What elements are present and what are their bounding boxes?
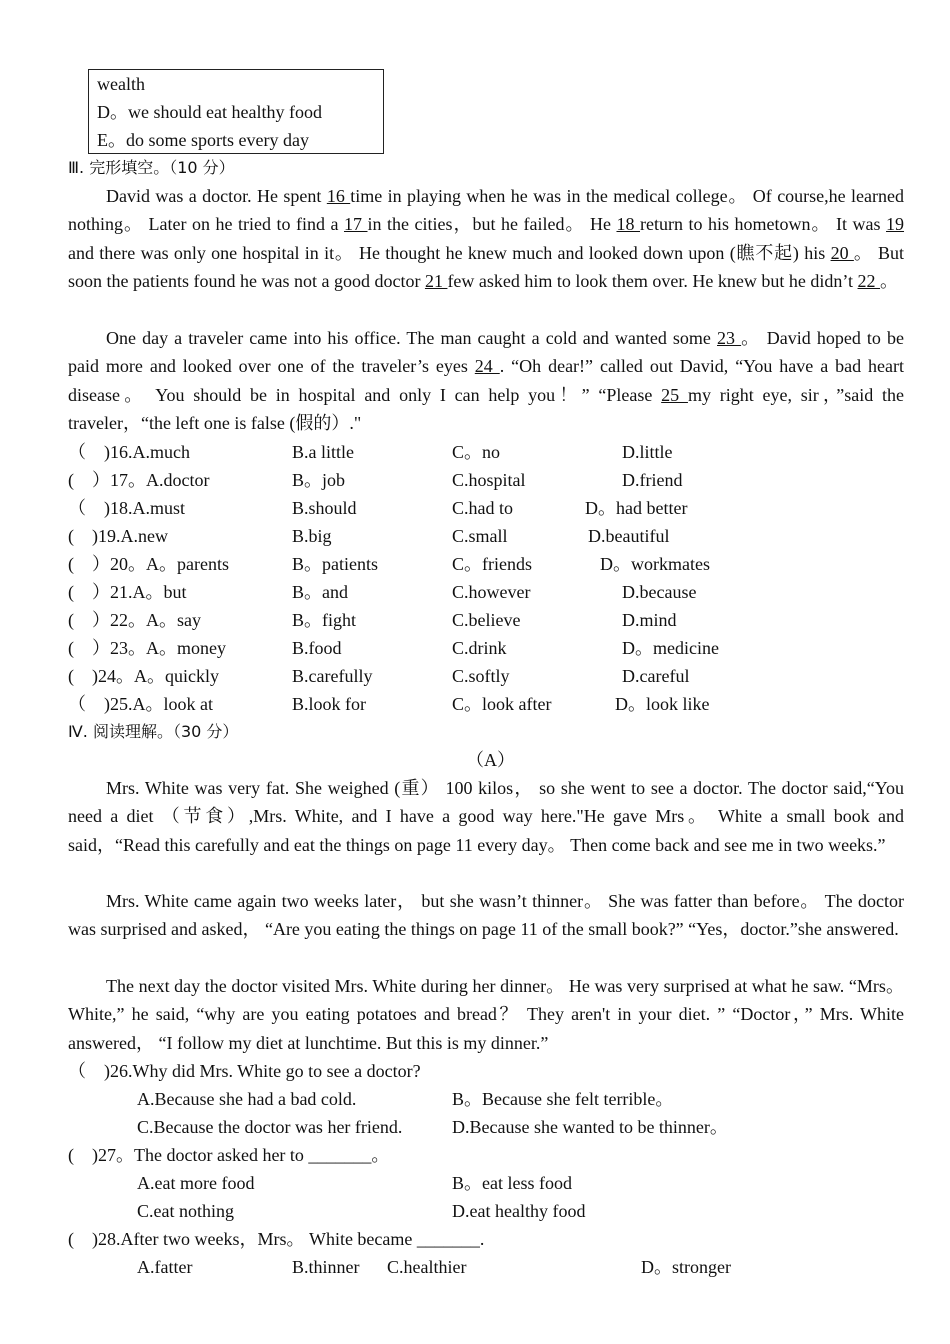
cloze-blank: 21 xyxy=(424,271,448,292)
option-c: C。no xyxy=(452,442,501,462)
option-b: B。Because she felt terrible。 xyxy=(452,1089,674,1109)
option-d: D。look like xyxy=(615,694,710,714)
option-d: D.beautiful xyxy=(588,526,670,546)
option-c: C.Because the doctor was her friend. xyxy=(137,1117,403,1137)
option-d: D。had better xyxy=(585,498,688,518)
cloze-blank: 25 xyxy=(661,384,688,405)
cloze-text: 。 But soon the patients found he was not a good doctor xyxy=(68,242,904,292)
question-stem: ( )24。A。quickly xyxy=(68,666,219,686)
cloze-blank: 16 xyxy=(326,186,351,206)
option-d: D.eat healthy food xyxy=(452,1201,586,1221)
question-stem: ( )27。The doctor asked her to _______。 xyxy=(68,1145,390,1165)
option-c: C.healthier xyxy=(387,1257,467,1277)
option-c: C.small xyxy=(452,526,508,546)
option-d: D.friend xyxy=(622,470,683,490)
option-d: D.careful xyxy=(622,666,690,686)
option-c: C.hospital xyxy=(452,470,526,490)
question-stem: （ )16.A.much xyxy=(68,442,190,462)
question-stem: （ )25.A。look at xyxy=(68,694,213,714)
cloze-paragraph xyxy=(68,182,904,296)
options-box xyxy=(88,69,384,154)
option-b: B。and xyxy=(292,582,348,602)
option-b: B。eat less food xyxy=(452,1173,572,1193)
option-b: B。fight xyxy=(292,610,357,630)
option-c: C。friends xyxy=(452,554,532,574)
cloze-text: and there was only one hospital in it。 He thought he knew much and looked down upon (瞧不起) his xyxy=(68,242,831,263)
option-b: B.thinner xyxy=(292,1257,360,1277)
option-b: B.big xyxy=(292,526,332,546)
question-stem: （ )18.A.must xyxy=(68,498,185,518)
cloze-text: 。 David hoped to be paid more and looked over one of the traveler’s eyes xyxy=(68,328,905,377)
option-c: C.drink xyxy=(452,638,507,658)
option-c: C.eat nothing xyxy=(137,1201,234,1221)
question-stem: ( ）22。A。say xyxy=(68,610,201,630)
question-stem: ( ）17。A.doctor xyxy=(68,470,210,490)
option-b: B。job xyxy=(292,470,346,490)
option-c: C.softly xyxy=(452,666,510,686)
question-stem: ( )19.A.new xyxy=(68,526,168,546)
cloze-text: One day a traveler came into his office. The man caught a cold and wanted some xyxy=(106,328,718,348)
cloze-text: in the cities，but he failed。 He xyxy=(367,214,617,235)
question-stem: ( )28.After two weeks，Mrs。 White became _______. xyxy=(68,1229,485,1249)
cloze-text: time in playing when he was in the medical college。 Of course,he learned nothing。 Later on he tried to find a xyxy=(68,186,905,235)
option-d: D.little xyxy=(622,442,673,462)
cloze-text: David was a doctor. He spent xyxy=(106,186,327,206)
option-d: D.Because she wanted to be thinner。 xyxy=(452,1117,728,1137)
option-c: C.however xyxy=(452,582,531,602)
cloze-text: my right eye, sir，”said the traveler，“the left one is false (假的）." xyxy=(68,384,905,434)
cloze-text: . “Oh dear!” called out David, “You have a bad heart disease。 You should be in hospital and only I can help you！” “Please xyxy=(68,356,905,405)
option-a: A.fatter xyxy=(137,1257,193,1277)
option-c: C.believe xyxy=(452,610,521,630)
box-line: E。do some sports every day xyxy=(97,130,309,150)
passage-label: （A） xyxy=(466,750,515,770)
box-line: D。we should eat healthy food xyxy=(97,102,322,122)
option-d: D。workmates xyxy=(600,554,710,574)
option-d: D.mind xyxy=(622,610,677,630)
cloze-blank: 20 xyxy=(830,242,854,263)
option-d: D。stronger xyxy=(641,1257,731,1277)
cloze-text: few asked him to look them over. He knew but he didn’t xyxy=(447,271,858,292)
option-b: B.food xyxy=(292,638,342,658)
reading-paragraph: Mrs. White was very fat. She weighed (重） 100 kilos， so she went to see a doctor. The doctor said,“You need a diet （节食）,Mrs. White, and I have a good way here."He gave Mrs。 White a small book and said，“Read this carefully and eat the things on page 11 every day。 Then come back and see me in two weeks.” xyxy=(68,778,904,855)
cloze-paragraph xyxy=(68,324,904,438)
question-stem: （ )26.Why did Mrs. White go to see a doctor? xyxy=(68,1061,421,1081)
option-b: B.look for xyxy=(292,694,366,714)
option-a: A.eat more food xyxy=(137,1173,255,1193)
option-b: B.a little xyxy=(292,442,354,462)
option-d: D.because xyxy=(622,582,697,602)
box-line: wealth xyxy=(97,74,145,94)
option-c: C.had to xyxy=(452,498,513,518)
option-a: A.Because she had a bad cold. xyxy=(137,1089,357,1109)
reading-paragraph: Mrs. White came again two weeks later， but she wasn’t thinner。 She was fatter than before。 The doctor was surprised and asked， “Are you eating the things on page 11 of the small book?” “Yes，doctor.”she answered. xyxy=(68,891,904,940)
section-heading-cloze: Ⅲ. 完形填空。（10 分） xyxy=(68,158,235,177)
cloze-text: 。 xyxy=(880,271,899,292)
cloze-text: return to his hometown。 It was xyxy=(640,214,887,235)
cloze-blank: 23 xyxy=(717,328,742,348)
option-b: B.carefully xyxy=(292,666,373,686)
question-stem: ( ）21.A。but xyxy=(68,582,187,602)
cloze-blank: 24 xyxy=(474,356,500,377)
option-b: B。patients xyxy=(292,554,378,574)
cloze-blank: 17 xyxy=(343,214,368,235)
cloze-blank: 19 xyxy=(886,214,905,235)
reading-paragraph: The next day the doctor visited Mrs. White during her dinner。 He was very surprised at what he saw. “Mrs。 White,” he said, “why are you eating potatoes and bread？ They aren't in your diet. ” “Doctor，” Mrs. White answered， “I follow my diet at lunchtime. But this is my dinner.” xyxy=(68,976,904,1053)
cloze-blank: 18 xyxy=(616,214,640,235)
question-stem: ( ）20。A。parents xyxy=(68,554,229,574)
section-heading-reading: Ⅳ. 阅读理解。（30 分） xyxy=(68,722,239,741)
option-b: B.should xyxy=(292,498,357,518)
option-c: C。look after xyxy=(452,694,552,714)
question-stem: ( ）23。A。money xyxy=(68,638,226,658)
cloze-blank: 22 xyxy=(857,271,881,292)
option-d: D。medicine xyxy=(622,638,719,658)
